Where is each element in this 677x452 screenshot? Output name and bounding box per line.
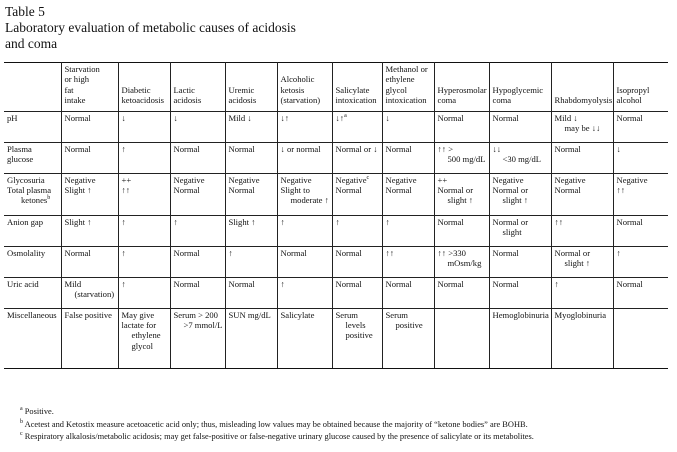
table-title-block bbox=[5, 4, 296, 52]
table-cell bbox=[613, 308, 668, 368]
table-cell: Normal bbox=[489, 111, 551, 142]
table-cell: ↑ bbox=[118, 277, 170, 308]
header-diabetic-ketoacidosis: Diabetic ketoacidosis bbox=[118, 63, 170, 112]
table-cell: Salicylate bbox=[277, 308, 332, 368]
table-cell: ↓ bbox=[118, 111, 170, 142]
table-cell: Normal bbox=[489, 277, 551, 308]
table-cell: ↓ or normal bbox=[277, 142, 332, 173]
table-cell: Normal bbox=[170, 142, 225, 173]
table-cell: ↑↑ >330 mOsm/kg bbox=[434, 246, 489, 277]
table-cell: ↑ bbox=[170, 215, 225, 246]
table-cell: ↑ bbox=[551, 277, 613, 308]
header-row bbox=[4, 63, 668, 112]
table-cell: Normal bbox=[170, 277, 225, 308]
table-cell: ↑ bbox=[613, 246, 668, 277]
table-cell: ↓↓ <30 mg/dL bbox=[489, 142, 551, 173]
table-cell: Normal bbox=[489, 246, 551, 277]
header-lactic-acidosis: Lactic acidosis bbox=[170, 63, 225, 112]
table-cell: Serum levels positive bbox=[332, 308, 382, 368]
table-cell: Negative Normal bbox=[225, 173, 277, 215]
table-cell: Slight ↑ bbox=[225, 215, 277, 246]
header-blank bbox=[4, 63, 61, 112]
table-row-osmolality bbox=[4, 246, 668, 277]
table-cell: Normal bbox=[613, 215, 668, 246]
table-cell: ↓ bbox=[170, 111, 225, 142]
table-cell: Negative ↑↑ bbox=[613, 173, 668, 215]
footnote-marker: b bbox=[47, 195, 51, 202]
table-cell: Normal bbox=[434, 215, 489, 246]
table-cell: Normal bbox=[61, 142, 118, 173]
table-number: Table 5 bbox=[5, 4, 45, 19]
table-cell: ↑ bbox=[118, 142, 170, 173]
table-cell: Mild (starvation) bbox=[61, 277, 118, 308]
row-label: pH bbox=[4, 111, 61, 142]
row-label: Plasma glucose bbox=[4, 142, 61, 173]
row-label: Miscellaneous bbox=[4, 308, 61, 368]
row-label: Glycosuria Total plasma ketones$^b$ bbox=[4, 173, 61, 215]
header-alcoholic-ketosis: Alcoholic ketosis (starvation) bbox=[277, 63, 332, 112]
table-cell: Normal or ↓ bbox=[332, 142, 382, 173]
table-cell: Normal or slight ↑ bbox=[551, 246, 613, 277]
table-cell: Negative$^c$ Normal bbox=[332, 173, 382, 215]
table-cell: ↑ bbox=[277, 277, 332, 308]
footnote-marker: a bbox=[344, 112, 347, 119]
row-label: Osmolality bbox=[4, 246, 61, 277]
table-row-anion-gap bbox=[4, 215, 668, 246]
table-cell: Slight ↑ bbox=[61, 215, 118, 246]
table-cell: Mild ↓ bbox=[225, 111, 277, 142]
table-cell: Negative Slight to moderate ↑ bbox=[277, 173, 332, 215]
table-cell: ↓ bbox=[613, 142, 668, 173]
table-cell: ↓↑$^a$ bbox=[332, 111, 382, 142]
table-cell: ↑ bbox=[118, 215, 170, 246]
table-cell: Normal bbox=[61, 111, 118, 142]
table-cell: Normal bbox=[613, 277, 668, 308]
table-cell: Normal bbox=[170, 246, 225, 277]
table-cell: Normal bbox=[225, 277, 277, 308]
header-hypoglycemic-coma: Hypoglycemic coma bbox=[489, 63, 551, 112]
header-uremic-acidosis: Uremic acidosis bbox=[225, 63, 277, 112]
header-salicylate-intoxication: Salicylate intoxication bbox=[332, 63, 382, 112]
table-cell: Normal bbox=[382, 142, 434, 173]
table-cell: ↑ bbox=[332, 215, 382, 246]
table-cell: Normal bbox=[551, 142, 613, 173]
table-cell: ↑ bbox=[382, 215, 434, 246]
table-row-uric-acid bbox=[4, 277, 668, 308]
table-cell: ↑↑ bbox=[551, 215, 613, 246]
table-cell: Normal bbox=[382, 277, 434, 308]
header-starvation: Starvation or high fat intake bbox=[61, 63, 118, 112]
header-methanol-intoxication: Methanol or ethylene glycol intoxication bbox=[382, 63, 434, 112]
footnote-b: $^b$ Acetest and Ketostix measure acetoacetic acid only; thus, misleading low values may be obtained because the majority of “ketone bodies” are BOHB. bbox=[20, 418, 528, 429]
table-cell: Myoglobinuria bbox=[551, 308, 613, 368]
table-cell: Negative Normal or slight ↑ bbox=[489, 173, 551, 215]
header-hyperosmolar-coma: Hyperosmolar coma bbox=[434, 63, 489, 112]
table-cell: Negative Normal bbox=[170, 173, 225, 215]
table-row-plasma-glucose bbox=[4, 142, 668, 173]
table-cell: Normal bbox=[277, 246, 332, 277]
table-cell: ↑ bbox=[118, 246, 170, 277]
table-cell: ↑ bbox=[277, 215, 332, 246]
table-cell: Serum > 200 >7 mmol/L bbox=[170, 308, 225, 368]
table-cell: False positive bbox=[61, 308, 118, 368]
footnote-c: $^c$ Respiratory alkalosis/metabolic acidosis; may get false-positive or false-negative urinary glucose caused by the presence of salicylate or its metabolites. bbox=[20, 431, 534, 441]
table-cell: ↑↑ bbox=[382, 246, 434, 277]
row-label: Uric acid bbox=[4, 277, 61, 308]
footnote-a: $^a$ Positive. bbox=[20, 406, 54, 416]
table-cell: ++ ↑↑ bbox=[118, 173, 170, 215]
table-cell: ++ Normal or slight ↑ bbox=[434, 173, 489, 215]
table-cell: Normal bbox=[225, 142, 277, 173]
table-cell: May give lactate for ethylene glycol bbox=[118, 308, 170, 368]
table-cell: Normal bbox=[61, 246, 118, 277]
table-row-glycosuria-ketones bbox=[4, 173, 668, 215]
table-cell: Negative Normal bbox=[382, 173, 434, 215]
table-cell: ↑ bbox=[225, 246, 277, 277]
table-cell: Negative Slight ↑ bbox=[61, 173, 118, 215]
header-rhabdomyolysis: Rhabdomyolysis bbox=[551, 63, 613, 112]
table-cell: ↑↑ > 500 mg/dL bbox=[434, 142, 489, 173]
table-cell: Normal bbox=[332, 277, 382, 308]
table-cell: Mild ↓ may be ↓↓ bbox=[551, 111, 613, 142]
footnotes bbox=[20, 406, 534, 444]
table-cell: SUN mg/dL bbox=[225, 308, 277, 368]
table-cell: Normal bbox=[332, 246, 382, 277]
table-cell: ↓↑ bbox=[277, 111, 332, 142]
table-cell: Normal bbox=[434, 277, 489, 308]
table-cell: Serum positive bbox=[382, 308, 434, 368]
table-title-line-2: and coma bbox=[5, 36, 58, 51]
table-title-line-1: Laboratory evaluation of metabolic causes of acidosis bbox=[5, 20, 296, 35]
table-cell: Hemoglobinuria bbox=[489, 308, 551, 368]
table-row-ph bbox=[4, 111, 668, 142]
table-cell: Normal bbox=[434, 111, 489, 142]
table-cell: Negative Normal bbox=[551, 173, 613, 215]
table-cell: Normal or slight bbox=[489, 215, 551, 246]
lab-evaluation-table bbox=[4, 62, 668, 369]
row-label: Anion gap bbox=[4, 215, 61, 246]
header-isopropyl-alcohol: Isopropyl alcohol bbox=[613, 63, 668, 112]
footnote-marker: c bbox=[366, 174, 370, 181]
table-cell: Normal bbox=[613, 111, 668, 142]
table-row-miscellaneous bbox=[4, 308, 668, 368]
table-cell: ↓ bbox=[382, 111, 434, 142]
table-cell bbox=[434, 308, 489, 368]
